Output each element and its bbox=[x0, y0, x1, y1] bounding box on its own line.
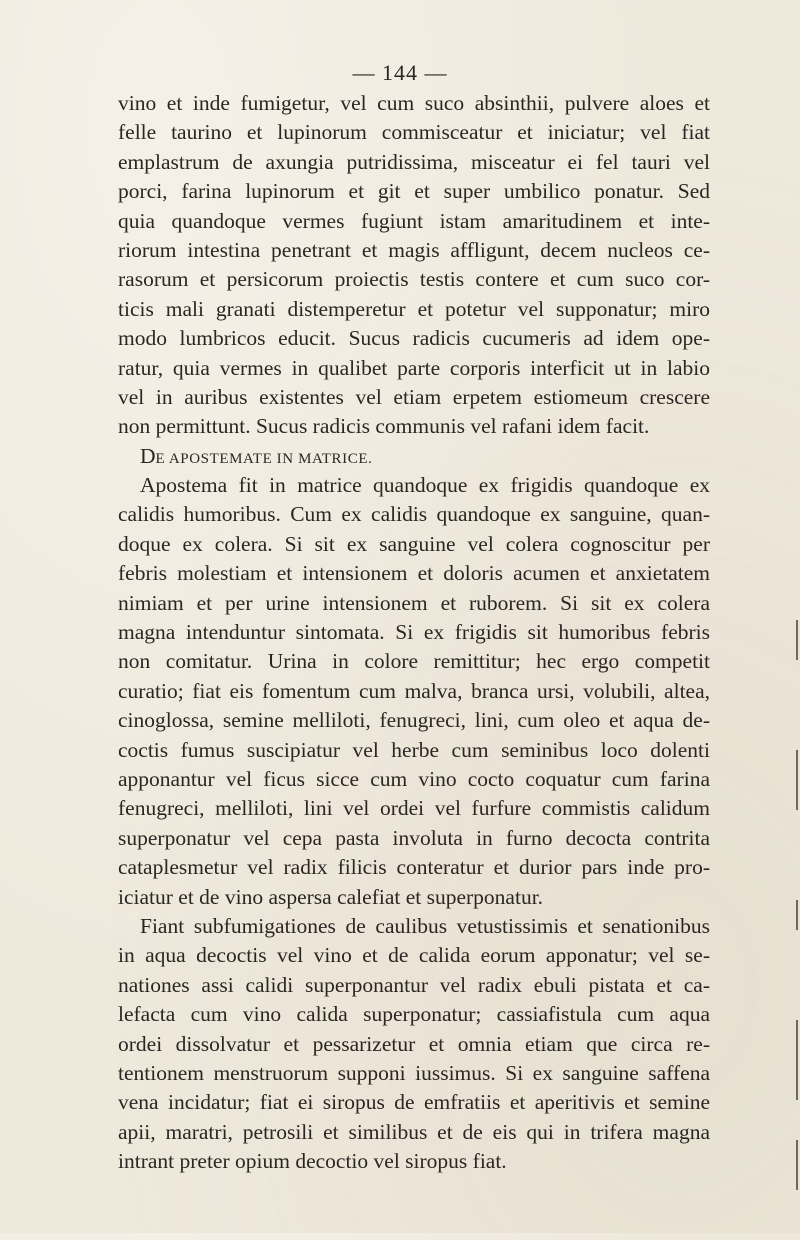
section-heading bbox=[118, 442, 710, 471]
text-line: riorum intestina penetrant et magis affligunt, decem nucleos ce- bbox=[118, 237, 710, 262]
text-line: ordei dissolvatur et pessarizetur et omnia etiam que circa re- bbox=[118, 1031, 710, 1056]
text-line: vena incidatur; fiat ei siropus de emfratiis et aperitivis et semine bbox=[118, 1090, 710, 1115]
text-line: modo lumbricos educit. Sucus radicis cucumeris ad idem ope- bbox=[118, 326, 710, 351]
text-line: apponantur vel ficus sicce cum vino cocto coquatur cum farina bbox=[118, 766, 710, 791]
text-line: ticis mali granati distemperetur et potetur vel supponatur; miro bbox=[118, 296, 710, 321]
heading-small-caps: APOSTEMATE IN MATRICE. bbox=[168, 450, 373, 467]
text-line: fenugreci, melliloti, lini vel ordei vel furfure commistis calidum bbox=[118, 796, 710, 821]
text-line: felle taurino et lupinorum commisceatur et iniciatur; vel fiat bbox=[118, 120, 710, 145]
text-line: apii, maratri, petrosili et similibus et de eis qui in trifera magna bbox=[118, 1119, 710, 1144]
text-line: coctis fumus suscipiatur vel herbe cum seminibus loco dolenti bbox=[118, 737, 710, 762]
text-line: febris molestiam et intensionem et doloris acumen et anxietatem bbox=[118, 561, 710, 586]
text-line: magna intenduntur sintomata. Si ex frigidis sit humoribus febris bbox=[118, 620, 710, 645]
text-line: nimiam et per urine intensionem et ruborem. Si sit ex colera bbox=[118, 590, 710, 615]
text-line: tentionem menstruorum supponi iussimus. Si ex sanguine saffena bbox=[118, 1060, 710, 1085]
text-line: porci, farina lupinorum et git et super umbilico ponatur. Sed bbox=[118, 179, 710, 204]
text-line: rasorum et persicorum proiectis testis contere et cum suco cor- bbox=[118, 267, 710, 292]
text-line: quia quandoque vermes fugiunt istam amaritudinem et inte- bbox=[118, 208, 710, 233]
text-line: curatio; fiat eis fomentum cum malva, branca ursi, volubili, altea, bbox=[118, 678, 710, 703]
text-line: non comitatur. Urina in colore remittitur; hec ergo competit bbox=[118, 649, 710, 674]
text-line: non permittunt. Sucus radicis communis vel rafani idem facit. bbox=[118, 414, 650, 439]
text-line: ratur, quia vermes in qualibet parte corporis interficit ut in labio bbox=[118, 355, 710, 380]
paragraph-first-line: Apostema fit in matrice quandoque ex frigidis quandoque ex bbox=[140, 473, 710, 498]
text-line: calidis humoribus. Cum ex calidis quandoque ex sanguine, quan- bbox=[118, 502, 710, 527]
text-line: cataplesmetur vel radix filicis conteratur et durior pars inde pro- bbox=[118, 855, 710, 880]
text-line: superponatur vel cepa pasta involuta in furno decocta contrita bbox=[118, 825, 710, 850]
page-number: — 144 — bbox=[352, 60, 448, 85]
text-line: vel in auribus existentes vel etiam erpetem estiomeum crescere bbox=[118, 384, 710, 409]
text-line: in aqua decoctis vel vino et de calida eorum apponatur; vel se- bbox=[118, 943, 710, 968]
paragraph-first-line: Fiant subfumigationes de caulibus vetustissimis et senationibus bbox=[140, 913, 710, 938]
text-line: emplastrum de axungia putridissima, misceatur ei fel tauri vel bbox=[118, 149, 710, 174]
text-line: iciatur et de vino aspersa calefiat et superponatur. bbox=[118, 884, 544, 909]
text-block bbox=[118, 89, 710, 1176]
text-line: nationes assi calidi superponantur vel radix ebuli pistata et ca- bbox=[118, 972, 710, 997]
text-line: lefacta cum vino calida superponatur; cassiafistula cum aqua bbox=[118, 1002, 710, 1027]
text-line: cinoglossa, semine melliloti, fenugreci, lini, cum oleo et aqua de- bbox=[118, 708, 710, 733]
text-line: doque ex colera. Si sit ex sanguine vel colera cognoscitur per bbox=[118, 531, 710, 556]
page-edge-marks bbox=[792, 600, 798, 1240]
text-line: intrant preter opium decoctio vel siropus fiat. bbox=[118, 1149, 507, 1174]
heading-initial: D bbox=[140, 443, 156, 468]
text-line: vino et inde fumigetur, vel cum suco absinthii, pulvere aloes et bbox=[118, 91, 710, 115]
heading-initial-rest: E bbox=[155, 450, 169, 467]
